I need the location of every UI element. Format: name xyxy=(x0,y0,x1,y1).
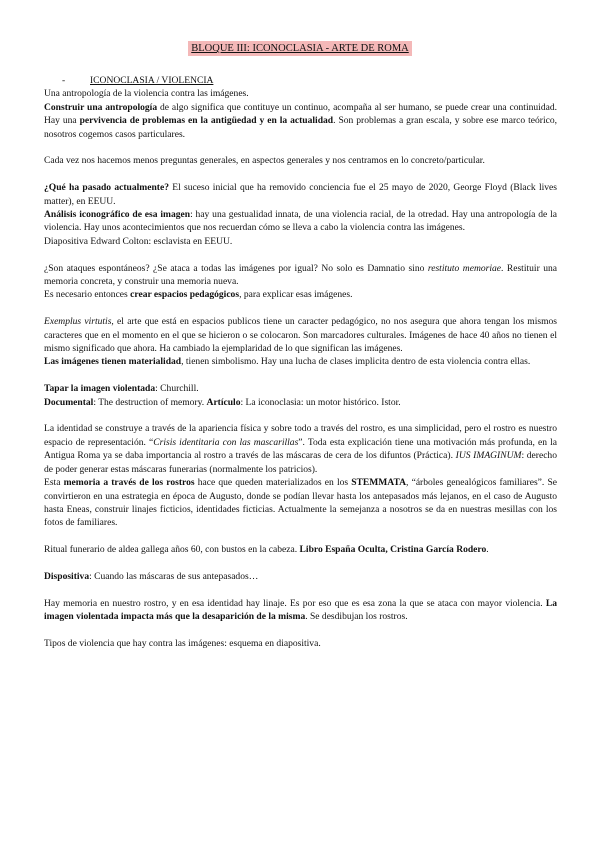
bold-text: Documental xyxy=(44,396,94,408)
paragraph-antropologia xyxy=(44,101,557,141)
paragraph-gap xyxy=(44,583,557,596)
text-span: : La iconoclasia: un motor histórico. Istor. xyxy=(240,396,401,408)
text-span: , “árboles genealógicos familiares”. Se convirtieron en una estrategia en época de Augusto, donde se podían llevar hasta los antepasados más lejanos, en el caso de Augusto hasta Eneas, construir linajes ficticios, identidades ficticias. Actualmente la semejanza a nosotros se da en nuestras mesillas con los fotos de familiares. xyxy=(44,477,557,529)
text-span: ”. Toda esta explicación tiene una motivación más profunda, en la Antigua Roma ya se daba importancia al rostro a través de las máscaras de cera de los difuntos (Práctica). xyxy=(44,436,557,462)
section-heading-label: ICONOCLASIA / VIOLENCIA xyxy=(90,75,214,86)
paragraph-documental xyxy=(44,396,557,409)
italic-text: IUS IMAGINUM xyxy=(455,450,522,462)
paragraph-diapositiva-colton: Diapositiva Edward Colton: esclavista en EEUU. xyxy=(44,235,233,247)
text-span: . xyxy=(486,544,489,556)
text-span: : derecho de poder generar estas máscaras funerarias (normalmente los patricios). xyxy=(44,450,557,475)
paragraph-identidad xyxy=(44,422,557,476)
paragraph-memoria-rostro xyxy=(44,597,557,624)
paragraph-tipos-violencia: Tipos de violencia que hay contra las imágenes: esquema en diapositiva. xyxy=(44,637,321,649)
text-span: El suceso inicial que ha removido conciencia fue el 25 mayo de 2020, George Floyd (Black lives matter), en EEUU. xyxy=(44,182,557,207)
bold-text: Libro España Oculta, Cristina García Rodero xyxy=(299,544,487,556)
bold-text: Dispositiva xyxy=(44,570,90,582)
text-span: , tienen simbolismo. Hay una lucha de clases implicita dentro de esta violencia contra ellas. xyxy=(181,356,531,368)
paragraph-gap xyxy=(44,168,557,181)
paragraph-stemmata xyxy=(44,476,557,530)
bold-text: pervivencia de problemas en la antigüedad y en la actualidad xyxy=(79,115,334,127)
paragraph-gap xyxy=(44,624,557,637)
italic-text: Crisis identitaria con las mascarillas xyxy=(153,436,299,448)
paragraph-analisis xyxy=(44,208,557,235)
paragraph-materialidad xyxy=(44,355,557,368)
paragraph-gap xyxy=(44,248,557,261)
bold-text: memoria a través de los rostros xyxy=(63,477,195,489)
bold-text: Tapar la imagen violentada xyxy=(44,383,156,395)
paragraph-gap xyxy=(44,141,557,154)
text-span: : hay una gestualidad innata, de una violencia racial, de la otredad. Hay una antropología de la violencia. Hay unos acontecimientos que nos recuerdan cómo se lleva a cabo la violencia contra las imágenes. xyxy=(44,209,557,234)
paragraph-ritual xyxy=(44,543,557,556)
document-body xyxy=(44,74,557,650)
paragraph-preguntas: Cada vez nos hacemos menos preguntas generales, en aspectos generales y nos centramos en lo concreto/particular. xyxy=(44,155,485,167)
paragraph-gap xyxy=(44,557,557,570)
text-span: , para explicar esas imágenes. xyxy=(239,289,353,301)
title-wrap xyxy=(0,38,600,56)
bold-text: La imagen violentada impacta más que la desaparición de la misma xyxy=(44,597,557,623)
paragraph-gap xyxy=(44,530,557,543)
bold-text: ¿Qué ha pasado actualmente? xyxy=(44,182,169,194)
bold-text: Análisis iconográfico de esa imagen xyxy=(44,209,191,221)
text-span: . Restituir una memoria concreta, y construir una memoria nueva. xyxy=(44,262,558,288)
page-title: BLOQUE III: ICONOCLASIA - ARTE DE ROMA xyxy=(188,41,412,56)
text-span: . Son problemas a gran escala, y sobre ese marco teórico, nosotros cogemos casos particulares. xyxy=(44,115,557,140)
bold-text: STEMMATA xyxy=(351,477,407,489)
paragraph-ataques xyxy=(44,262,557,289)
bullet-dash: - xyxy=(62,75,66,86)
bold-text: Construir una antropología xyxy=(44,101,158,113)
text-span: , el arte que está en espacios publicos tiene un caracter pedagógico, no nos asegura que ahora tengan los mismos caracteres que en el momento en el que se hicieron o se colocaron. Son marcadores culturales. Imágenes de hace 40 años no tienen el mismo significado que ahora. Ha cambiado la ejemplaridad de lo que significan las imágenes. xyxy=(44,316,557,355)
paragraph-gap xyxy=(44,409,557,422)
text-span: . Se desdibujan los rostros. xyxy=(305,611,408,623)
paragraph-tapar xyxy=(44,382,557,395)
bold-text: Las imágenes tienen materialidad xyxy=(44,356,182,368)
text-span: : Churchill. xyxy=(155,383,199,395)
italic-text: restituto memoriae xyxy=(427,262,501,274)
text-span: Es necesario entonces xyxy=(44,289,131,301)
text-span: ¿Son ataques espontáneos? ¿Se ataca a todas las imágenes por igual? No solo es Damnatio sino xyxy=(44,262,428,274)
text-span: Hay memoria en nuestro rostro, y en esa identidad hay linaje. Es por eso que es esa zona la que se ataca con mayor violencia. xyxy=(44,597,546,609)
text-span: La identidad se construye a través de la apariencia física y sobre todo a través del rostro, es una simplicidad, pero el rostro es nuestro espacio de representación. “ xyxy=(44,423,557,448)
paragraph-actualmente xyxy=(44,181,557,208)
text-span: hace que queden materializados en los xyxy=(194,477,352,489)
italic-text: Exemplus virtutis xyxy=(44,316,112,328)
text-span: de algo significa que contituye un continuo, acompaña al ser humano, se puede crear una continuidad. Hay una xyxy=(44,101,557,127)
paragraph-gap xyxy=(44,369,557,382)
paragraph-espacios xyxy=(44,288,557,301)
paragraph-dispositiva xyxy=(44,570,557,583)
section-heading xyxy=(44,74,557,87)
text-span: Esta xyxy=(44,477,64,489)
paragraph-intro: Una antropología de la violencia contra las imágenes. xyxy=(44,88,249,100)
paragraph-gap xyxy=(44,302,557,315)
text-span: : The destruction of memory. xyxy=(93,396,207,408)
bold-text: Artículo xyxy=(206,396,241,408)
text-span: Ritual funerario de aldea gallega años 60, con bustos en la cabeza. xyxy=(44,544,300,556)
text-span: : Cuando las máscaras de sus antepasados… xyxy=(89,570,259,582)
bold-text: crear espacios pedagógicos xyxy=(130,289,240,301)
paragraph-exemplus xyxy=(44,315,557,355)
